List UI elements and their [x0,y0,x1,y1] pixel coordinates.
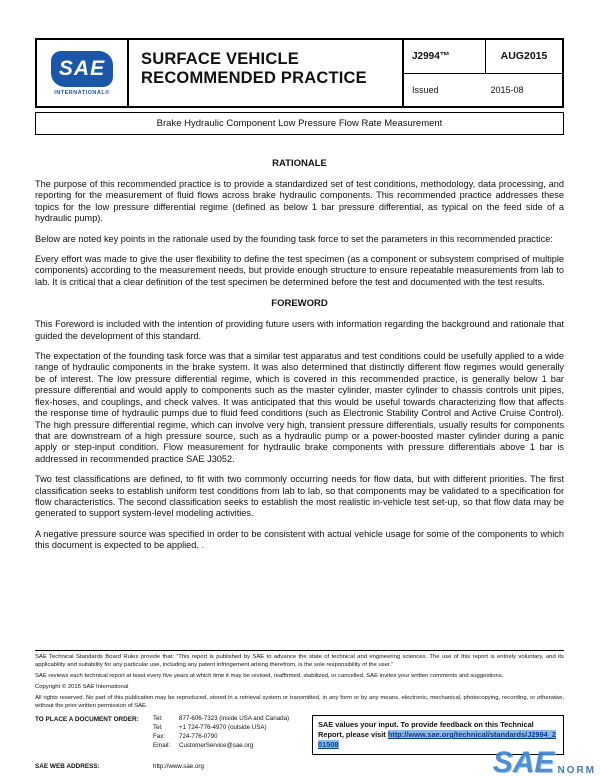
document-meta-top-row [404,40,562,74]
sae-international-label: INTERNATIONAL® [54,89,110,96]
sae-logo-cell [37,40,129,106]
order-label: TO PLACE A DOCUMENT ORDER: [35,716,139,724]
contact-line [153,715,289,724]
customer-service-email-link[interactable]: CustomerService@sae.org [179,742,254,750]
footer-order-contacts [35,715,312,770]
feedback-url-link[interactable]: http://www.sae.org/technical/standards/J2994_201508 [318,730,556,750]
footer-divider [35,650,564,651]
feedback-text: SAE values your input. To provide feedback on this Technical Report, please visit [318,720,534,740]
issued-date: 2015-08 [490,84,524,95]
rationale-heading: RATIONALE [272,158,327,169]
document-header [35,38,564,108]
footer-order-section [35,715,564,770]
issued-label: Issued [412,84,439,95]
order-header-line [35,715,312,757]
footer-legal-2: SAE reviews each technical report at least every five years at which time it may be revised, reaffirmed, stabilized, or cancelled. SAE invites your written comments and suggestions. [35,673,504,680]
contact-label: Fax: [153,733,166,741]
foreword-paragraph: The expectation of the founding task force was that a similar test apparatus and test conditions could be usefully applied to a wide range of hydraulic components in the brake system. It was also determined that distinctly different flow regimes would generally be of interest. The low pressure differential regime, which is covered in this recommended practice, is generally below 1 bar pressure differential and would apply to components such as the master cylinder, master cylinder to chassis controls unit pipes, flex-hoses, and couplings, and check valves. It was anticipated that this would be useful towards characterizing flow that affects the response time of hydraulic pumps due to fluid feed conditions (such as Electronic Stability Control and Active Cruise Control). The high pressure differential regime, which can involve very high, transient pressure differentials, usually results for components that are downstream of a high pressure source, such as a hydraulic pump or a power-boosted master cylinder during a panic apply or step-input condition. Flow measurement for hydraulic brake components with pressure differentials above 1 bar is addressed in recommended practice SAE J3052. [35,351,564,464]
document-number: J2994™ [404,40,486,73]
sae-logo-icon [51,51,113,87]
document-title-line1: SURFACE VEHICLE [141,50,299,68]
contact-value: 877-606-7323 (inside USA and Canada) [179,715,290,723]
web-address-label: SAE WEB ADDRESS: [35,763,100,770]
contact-line [153,724,289,733]
document-body [35,148,564,561]
contact-label: Email: [153,742,171,750]
rationale-paragraph: Below are noted key points in the rationale used by the founding task force to set the parameters in this recommended practice: [35,233,553,244]
contact-line [153,733,289,742]
footer-rights: All rights reserved. No part of this publication may be reproduced, stored in a retrieval system or transmitted, in any form or by any means, electronic, mechanical, photocopying, recording, or otherwise, without the prior written permission of SAE. [35,695,564,710]
document-date: AUG2015 [500,50,548,63]
feedback-box [312,715,564,755]
document-subject: Brake Hydraulic Component Low Pressure Flow Rate Measurement [35,112,564,135]
document-issued-row [404,74,562,107]
foreword-heading: FOREWORD [271,298,328,310]
document-title-line2: RECOMMENDED PRACTICE [141,69,367,88]
contact-value: 724-776-0790 [179,733,218,741]
foreword-paragraph: This Foreword is included with the intention of providing future users with information regarding the background and rationale that guided the development of this standard. [35,319,564,341]
contact-label: Tel: [153,715,163,723]
rationale-paragraph: Every effort was made to give the user flexibility to define the test specimen (as a component or subsystem comprised of multiple components) according to the measurement needs, but provide enough structure to ensure repeatable measurements from lab to lab. It is critical that a clear definition of the test specimen be determined before the test and documented with the test results. [35,254,564,287]
foreword-paragraph: A negative pressure source was specified in order to be consistent with actual vehicle usage for some of the components to which this document is expected to be applied. . [35,528,564,551]
document-title-cell [129,40,402,106]
sae-logo-text: SAE [58,56,106,80]
rationale-paragraph: The purpose of this recommended practice is to provide a standardized set of test conditions, methodology, data processing, and reporting for the measurement of fluid flows across brake hydraulic components. This recommended practice addresses these topics for the low pressure differential regime (defined as below 1 bar pressure differential, as typical on the feed side of a hydraulic pump). [35,179,564,224]
document-meta-cell [402,40,562,106]
sae-web-address-row [35,763,312,770]
sae-web-address-link[interactable]: http://www.sae.org [153,763,204,770]
document-footer [35,650,564,770]
contact-label: Tel: [153,724,163,732]
foreword-paragraph: Two test classifications are defined, to fit with two commonly occurring needs for flow data, but with different priorities. The first classification seeks to establish uniform test conditions from lab to lab, so that components may be validated to a specification for flow characteristics. The second classification seeks to establish the most realistic in-vehicle test set-up, so that flow data may be generated to support system-level modeling activities. [35,474,564,519]
contact-line [153,742,289,751]
footer-legal-1: SAE Technical Standards Board Rules provide that: “This report is published by SAE to advance the state of technical and engineering sciences. The use of this report is entirely voluntary, and its applicability and suitability for any particular use, including any patent infringement arising therefrom, is the sole responsibility of the user.” [35,654,564,669]
footer-copyright: Copyright © 2015 SAE International [35,684,129,691]
watermark-norm-text: NORM [557,765,596,776]
watermark-sae-text: SAE [492,746,555,776]
contact-value: +1 724-776-4970 (outside USA) [179,724,267,732]
